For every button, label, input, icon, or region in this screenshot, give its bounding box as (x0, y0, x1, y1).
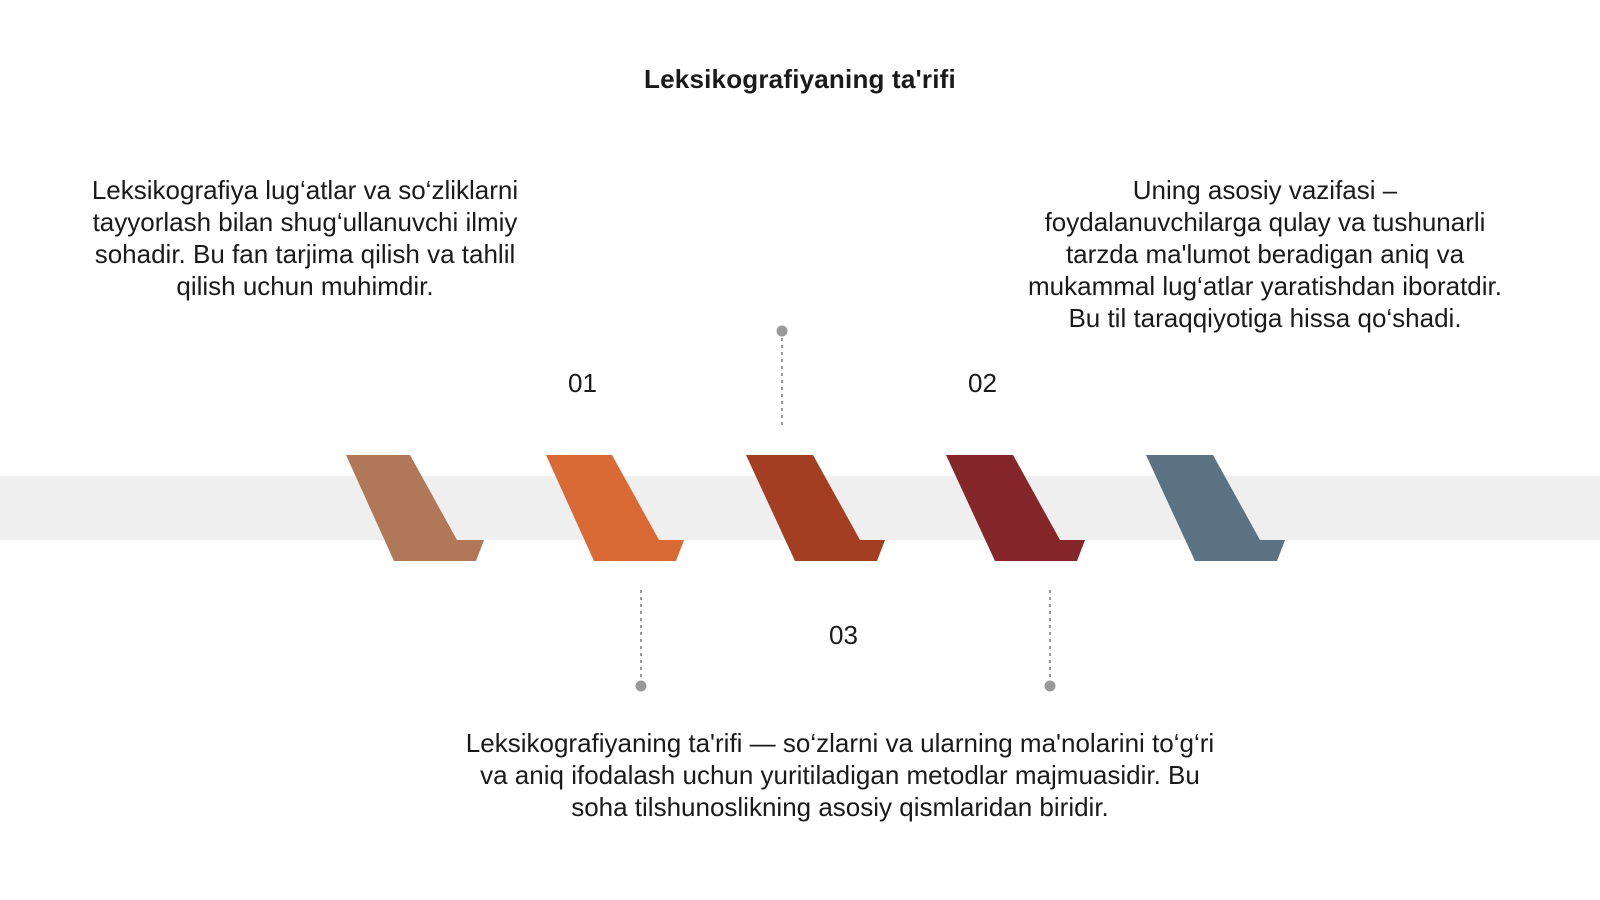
step-text-03: Leksikografiyaning ta'rifi — so‘zlarni va ularning ma'nolarini to‘g‘ri va aniq ifodalash uchun yuritiladigan metodlar majmuasidir. Bu soha tilshunoslikning asosiy qismlaridan biridir. (465, 728, 1215, 822)
connector-bottom-left (636, 590, 647, 692)
chevron-step-2 (546, 455, 684, 561)
step-number-02: 02 (968, 368, 997, 398)
chevron-step-3 (746, 455, 885, 561)
chevron-step-4 (946, 455, 1085, 561)
page-title: Leksikografiyaning ta'rifi (644, 64, 956, 94)
step-text-02: Uning asosiy vazifasi – foydalanuvchilarga qulay va tushunarli tarzda ma'lumot beradigan aniq va mukammal lug‘atlar yaratishdan iboratdir. Bu til taraqqiyotiga hissa qo‘shadi. (1028, 175, 1502, 333)
chevron-step-1 (346, 455, 484, 561)
connector-bottom-right (1045, 590, 1056, 692)
step-number-01: 01 (568, 368, 597, 398)
step-number-03: 03 (829, 620, 858, 650)
chevron-step-5 (1146, 455, 1285, 561)
step-text-01: Leksikografiya lug‘atlar va so‘zliklarni tayyorlash bilan shug‘ullanuvchi ilmiy sohadir. Bu fan tarjima qilish va tahlil qilish uchun muhimdir. (91, 175, 519, 301)
connector-top (777, 326, 788, 429)
